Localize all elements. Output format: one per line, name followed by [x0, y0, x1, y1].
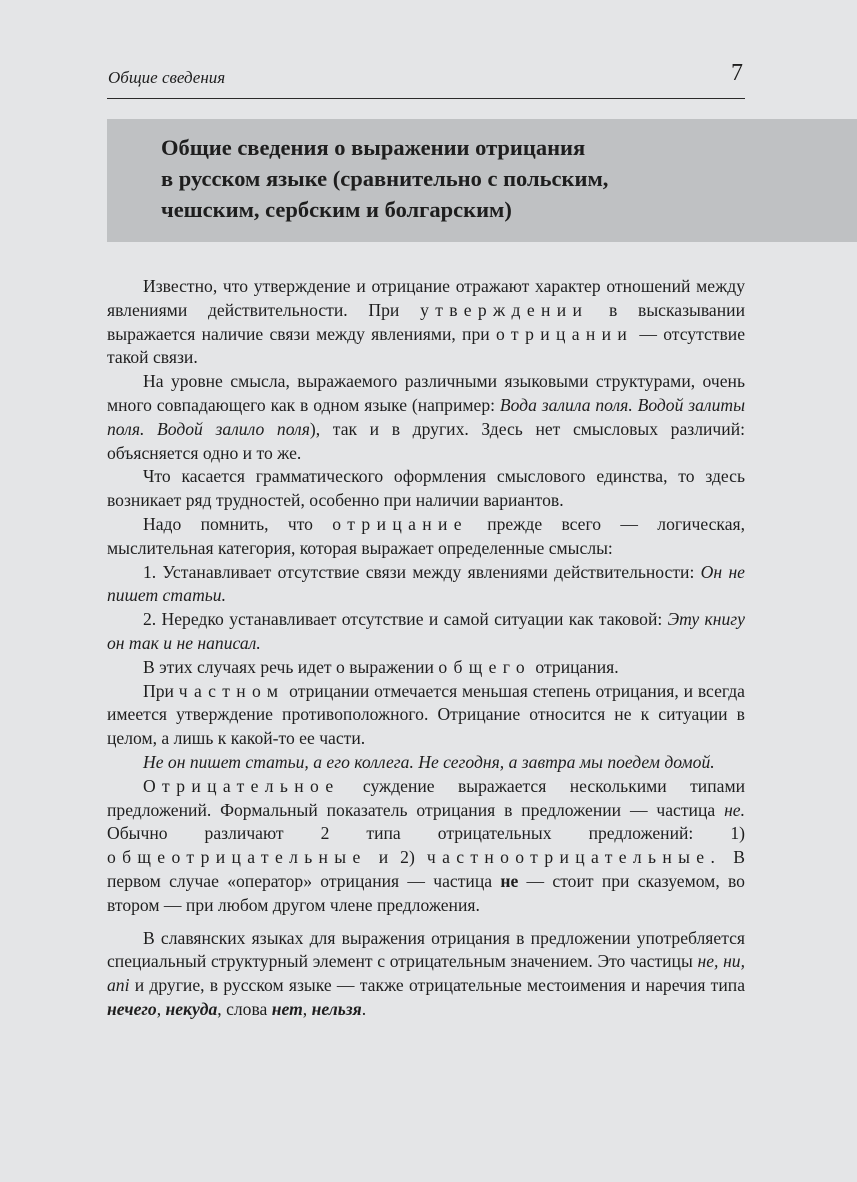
chapter-title-line-3: чешским, сербским и болгарским)	[161, 197, 512, 222]
text-run: — отсутствие такой связи.	[107, 323, 746, 368]
text-run: Надо помнить, что	[143, 513, 333, 534]
text-run: Известно, что утверждение и отрицание отражают характер отношений между явлениями действительности. При	[107, 276, 745, 320]
paragraph	[107, 927, 745, 1022]
example-text: Он не пишет статьи.	[107, 561, 745, 606]
bold-italic-term: нет	[271, 998, 303, 1019]
spaced-term: частноотрицательные.	[426, 847, 722, 868]
example-text: Не он пишет статьи, а его коллега. Не сегодня, а завтра мы поедем домой.	[143, 751, 715, 772]
chapter-title-line-2: в русском языке (сравнительно с польским,	[161, 166, 609, 191]
spaced-term: частном	[178, 680, 285, 701]
paragraph-gap	[107, 918, 745, 927]
paragraph	[107, 275, 745, 370]
text-run: .	[361, 998, 367, 1019]
page-number: 7	[731, 60, 743, 86]
paragraph	[107, 608, 745, 656]
text-run: — стоит при сказуемом, во втором — при любом другом члене предложения.	[107, 870, 745, 915]
running-title: Общие сведения	[108, 68, 226, 87]
spaced-term: Отрицательное	[143, 775, 340, 796]
text-run: ), так и в других. Здесь нет смысловых различий: объясняется одно и то же.	[107, 418, 745, 463]
spaced-term: отрицание	[332, 513, 468, 534]
text-run: отрицании отмечается меньшая степень отрицания, и всегда имеется утверждение противоположного. Отрицание относится не к ситуации в целом, а лишь к какой-то ее части.	[107, 680, 745, 749]
bold-italic-term: нельзя	[311, 998, 362, 1019]
body-text	[107, 275, 745, 1022]
text-run: На уровне смысла, выражаемого различными языковыми структурами, очень много совпадающего как в одном языке (например:	[107, 371, 745, 415]
example-text: не.	[724, 799, 745, 820]
text-run: в высказывании выражается наличие связи между явлениями, при	[107, 299, 745, 344]
text-run: Обычно различают 2 типа отрицательных предложений: 1)	[107, 823, 745, 844]
example-text: не, ни, ani	[107, 951, 745, 996]
paragraph	[107, 370, 745, 465]
spaced-term: общеотрицательные	[107, 847, 367, 868]
bold-italic-term: некуда	[165, 998, 218, 1019]
text-run: В славянских языках для выражения отрицания в предложении употребляется специальный структурный элемент с отрицательным значением. Это частицы	[107, 927, 745, 972]
spaced-term: отрицании	[495, 323, 634, 344]
text-run: , слова	[217, 998, 272, 1019]
paragraph	[107, 751, 745, 775]
text-run: 2. Нередко устанавливает отсутствие и самой ситуации как таковой:	[143, 609, 668, 630]
example-text: Вода залила поля. Водой залиты поля. Водой залило поля	[107, 394, 745, 439]
running-head	[107, 60, 745, 99]
text-run: ,	[302, 998, 312, 1019]
text-run: В первом случае «оператор» отрицания — частица	[107, 847, 745, 891]
text-run: ,	[156, 998, 166, 1019]
chapter-heading-box	[107, 119, 857, 242]
paragraph	[107, 680, 745, 751]
chapter-title	[161, 132, 721, 225]
text-run: Что касается грамматического оформления смыслового единства, то здесь возникает ряд трудностей, особенно при наличии вариантов.	[107, 466, 745, 511]
text-run: В этих случаях речь идет о выражении	[143, 656, 439, 677]
paragraph	[107, 775, 745, 918]
spaced-term: общего	[438, 656, 532, 677]
paragraph	[107, 513, 745, 561]
text-run: При	[143, 680, 179, 701]
paragraph	[107, 656, 745, 680]
example-text: Эту книгу он так и не написал.	[107, 609, 745, 653]
chapter-title-line-1: Общие сведения о выражении отрицания	[161, 135, 586, 160]
paragraph	[107, 561, 745, 609]
text-run: 1. Устанавливает отсутствие связи между явлениями действительности:	[143, 561, 701, 582]
text-run: прежде всего — логическая, мыслительная категория, которая выражает определенные смыслы:	[107, 513, 746, 558]
paragraph	[107, 465, 745, 513]
spaced-term: утверждении	[420, 299, 589, 320]
text-run: и 2)	[366, 847, 427, 868]
text-run: суждение выражается несколькими типами предложений. Формальный показатель отрицания в предложении — частица	[107, 775, 745, 820]
text-run: и другие, в русском языке — также отрицательные местоимения и наречия типа	[129, 975, 745, 996]
text-run: отрицания.	[531, 656, 619, 677]
bold-term: не	[500, 870, 519, 891]
bold-italic-term: нечего	[107, 998, 157, 1019]
